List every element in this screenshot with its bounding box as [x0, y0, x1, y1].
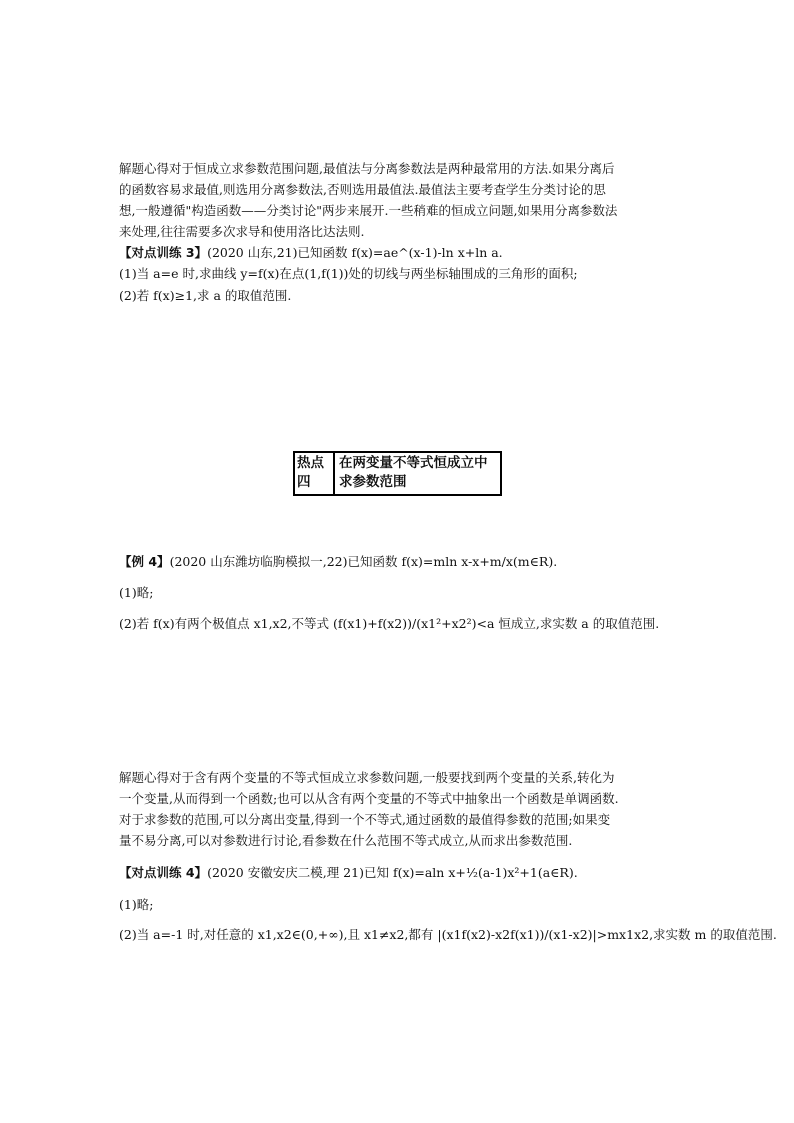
exercise-4-source: (2020 安徽安庆二模,理 21)	[207, 865, 364, 880]
hot-point-4-title: 在两变量不等式恒成立中求参数范围	[339, 455, 488, 490]
exercise-4-tag: 【对点训练 4】	[119, 865, 208, 880]
tip1-line-2: 的函数容易求最值,则选用分离参数法,否则选用最值法.最值法主要考查学生分类讨论的思	[119, 182, 606, 197]
exercise-3-q1: (1)当 a=e 时,求曲线 y=f(x)在点(1,f(1))处的切线与两坐标轴围成的三角形的面积;	[119, 266, 578, 281]
exercise-3-tag: 【对点训练 3】	[119, 245, 208, 260]
tip-paragraph-1	[119, 158, 675, 242]
exercise-3-stem	[119, 242, 503, 263]
exercise-4-stem	[119, 862, 578, 883]
tip2-line-2: 一个变量,从而得到一个函数;也可以从含有两个变量的不等式中抽象出一个函数是单调函数.	[119, 791, 619, 806]
hot-point-4-box	[293, 451, 502, 496]
tip2-line-1: 解题心得对于含有两个变量的不等式恒成立求参数问题,一般要找到两个变量的关系,转化为	[119, 770, 615, 785]
example-4-q1: (1)略;	[119, 585, 154, 600]
example-4-tag: 【例 4】	[119, 554, 170, 569]
tip1-line-1: 解题心得对于恒成立求参数范围问题,最值法与分离参数法是两种最常用的方法.如果分离后	[119, 161, 615, 176]
exercise-3-stem-text: 已知函数 f(x)=ae^(x-1)-ln x+ln a.	[297, 245, 503, 260]
exercise-3-q2: (2)若 f(x)≥1,求 a 的取值范围.	[119, 288, 292, 303]
tip2-line-3: 对于求参数的范围,可以分离出变量,得到一个不等式,通过函数的最值得参数的范围;如果变	[119, 812, 611, 827]
tip-paragraph-2	[119, 767, 675, 851]
tip1-line-4: 来处理,往往需要多次求导和使用洛比达法则.	[119, 224, 365, 239]
tip1-line-3: 想,一般遵循"构造函数——分类讨论"两步来展开.一些稍难的恒成立问题,如果用分离参数法	[119, 203, 618, 218]
hot-point-4-label: 热点四	[295, 453, 335, 494]
example-4-stem-text: 已知函数 f(x)=mln x-x+m/x(m∈R).	[347, 554, 558, 569]
exercise-4-stem-text: 已知 f(x)=aln x+½(a-1)x²+1(a∈R).	[363, 865, 578, 880]
example-4-source: (2020 山东潍坊临朐模拟一,22)	[169, 554, 348, 569]
example-4-q2: (2)若 f(x)有两个极值点 x1,x2,不等式 (f(x1)+f(x2))/(x1²+x2²)<a 恒成立,求实数 a 的取值范围.	[119, 616, 660, 631]
exercise-3-source: (2020 山东,21)	[207, 245, 298, 260]
tip2-line-4: 量不易分离,可以对参数进行讨论,看参数在什么范围不等式成立,从而求出参数范围.	[119, 833, 573, 848]
exercise-4-q2: (2)当 a=-1 时,对任意的 x1,x2∈(0,+∞),且 x1≠x2,都有 |(x1f(x2)-x2f(x1))/(x1-x2)|>mx1x2,求实数 m 的取值范围.	[119, 927, 777, 942]
example-4-stem	[119, 551, 557, 572]
exercise-4-q1: (1)略;	[119, 897, 154, 912]
